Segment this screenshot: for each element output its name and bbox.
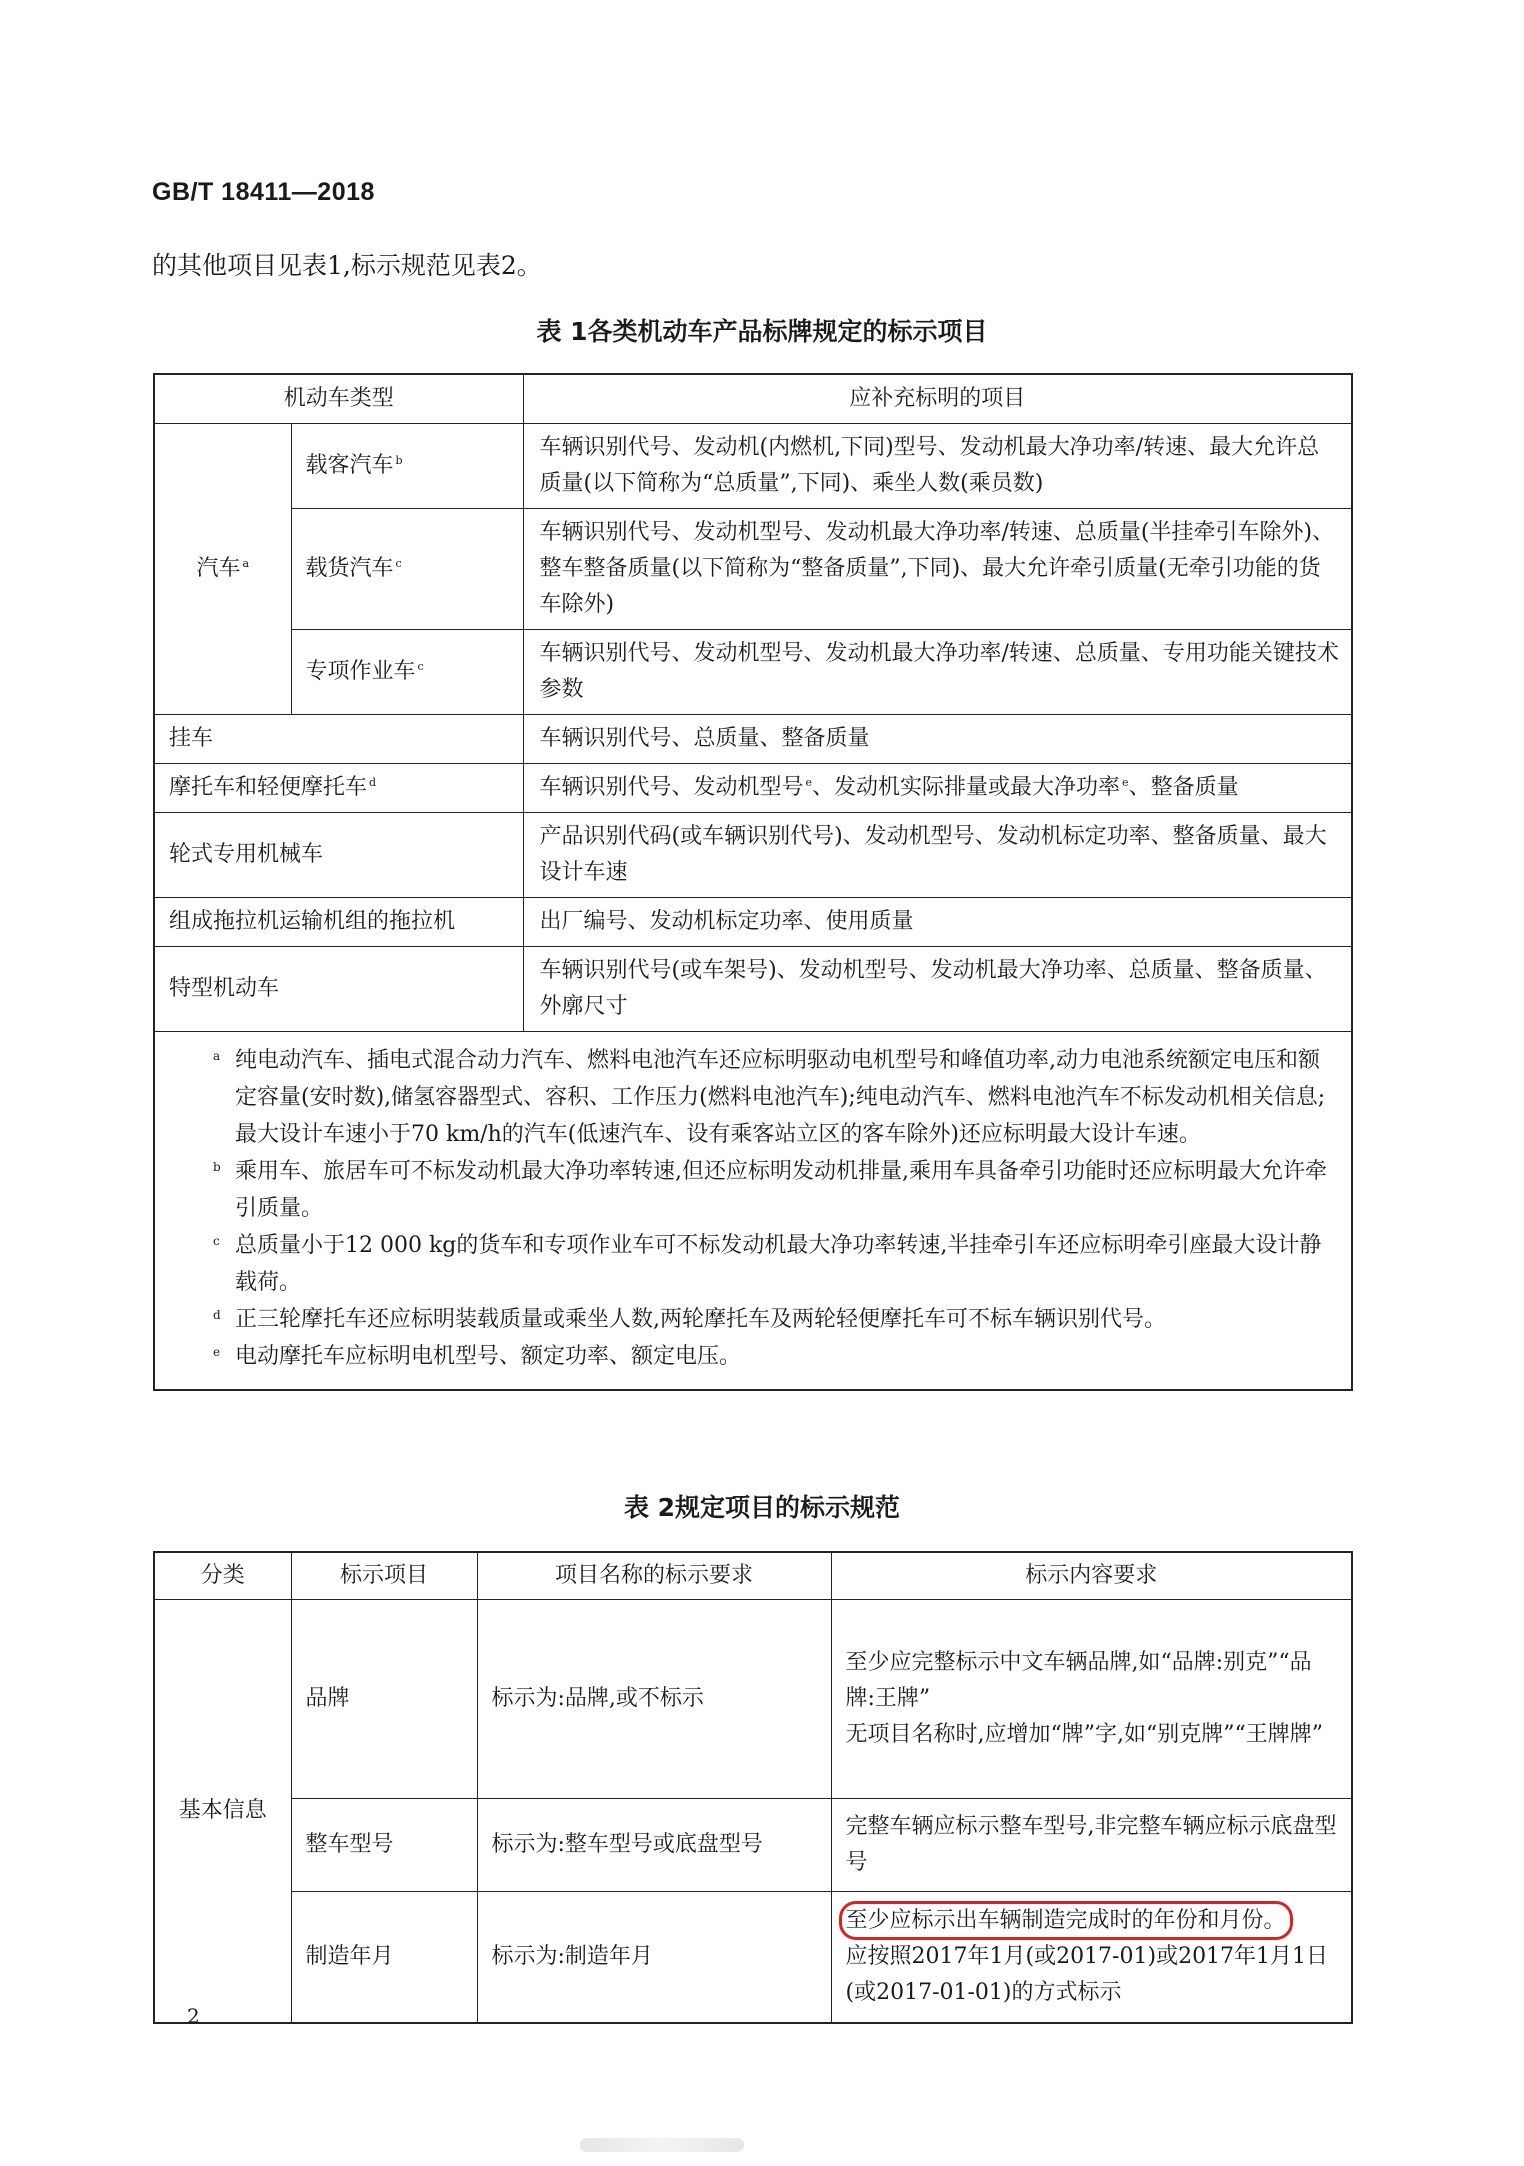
footnote-mark: c xyxy=(213,1234,220,1248)
content-cell xyxy=(831,1799,1352,1892)
table-row xyxy=(154,424,1352,509)
row-value: 车辆识别代号、发动机型号、发动机最大净功率/转速、总质量(半挂牵引车除外)、整车整备质量(以下简称为“整备质量”,下同)、最大允许牵引质量(无牵引功能的货车除外) xyxy=(523,509,1352,630)
footnote: c 总质量小于12 000 kg的货车和专项作业车可不标发动机最大净功率转速,半挂牵引车还应标明牵引座最大设计静载荷。 xyxy=(169,1227,1341,1301)
row-label: 摩托车和轻便摩托车 $^d$ xyxy=(154,764,523,813)
row-value: 产品识别代码(或车辆识别代号)、发动机型号、发动机标定功率、整备质量、最大设计车速 xyxy=(523,813,1352,898)
item-cell: 品牌 xyxy=(291,1600,477,1799)
footnote-mark: d xyxy=(369,775,377,789)
standard-number: GB/T 18411—2018 xyxy=(152,178,375,206)
footnote-mark: b xyxy=(395,453,403,467)
table2-caption-number: 表 2 xyxy=(623,1493,676,1522)
content-line: 至少应完整标示中文车辆品牌,如“品牌:别克”“品牌:王牌” xyxy=(845,1650,1312,1711)
row-value: 车辆识别代号、发动机型号 $^e$、发动机实际排量或最大净功率 $^e$、整备质量 xyxy=(523,764,1352,813)
content-cell xyxy=(831,1600,1352,1799)
table1-caption-title: 各类机动车产品标牌规定的标示项目 xyxy=(587,317,988,346)
table2-header-name-req: 项目名称的标示要求 xyxy=(477,1552,831,1600)
category-cell: 基本信息 xyxy=(154,1600,291,2024)
content-line: 应按照2017年1月(或2017-01)或2017年1月1日(或2017-01-01)的方式标示 xyxy=(845,1944,1329,2005)
table2-header-row xyxy=(154,1552,1352,1600)
table2 xyxy=(153,1551,1353,2024)
name-req-cell: 标示为:整车型号或底盘型号 xyxy=(477,1799,831,1892)
table1-header-items: 应补充标明的项目 xyxy=(523,374,1352,424)
footnote-mark: c xyxy=(417,659,424,673)
highlighted-requirement: 至少应标示出车辆制造完成时的年份和月份。 xyxy=(845,1908,1286,1933)
table1-notes-row xyxy=(154,1032,1352,1391)
content-line: 完整车辆应标示整车型号,非完整车辆应标示底盘型号 xyxy=(845,1814,1337,1875)
footnote-mark: a xyxy=(213,1049,221,1063)
watermark-bar xyxy=(580,2138,744,2152)
table2-header-category: 分类 xyxy=(154,1552,291,1600)
table-row xyxy=(154,1600,1352,1799)
footnote-mark: d xyxy=(213,1308,221,1322)
footnote: d 正三轮摩托车还应标明装载质量或乘坐人数,两轮摩托车及两轮轻便摩托车可不标车辆识别代号。 xyxy=(169,1301,1341,1338)
page-number: 2 xyxy=(187,2004,200,2028)
row-label: 挂车 xyxy=(154,715,523,764)
table2-header-content-req: 标示内容要求 xyxy=(831,1552,1352,1600)
footnote-mark: c xyxy=(395,556,402,570)
table1-caption-number: 表 1 xyxy=(536,317,588,346)
car-group-cell xyxy=(154,424,291,715)
row-label: 载货汽车 $^c$ xyxy=(291,509,523,630)
row-label: 载客汽车 $^b$ xyxy=(291,424,523,509)
item-cell: 制造年月 xyxy=(291,1892,477,2024)
footnote: a 纯电动汽车、插电式混合动力汽车、燃料电池汽车还应标明驱动电机型号和峰值功率,动力电池系统额定电压和额定容量(安时数),储氢容器型式、容积、工作压力(燃料电池汽车);纯电动汽车、燃料电池汽车不标发动机相关信息;最大设计车速小于70 km/h的汽车(低速汽车、设有乘客站立区的客车除外)还应标明最大设计车速。 xyxy=(169,1042,1341,1153)
row-value: 车辆识别代号(或车架号)、发动机型号、发动机最大净功率、总质量、整备质量、外廓尺寸 xyxy=(523,947,1352,1032)
table1 xyxy=(153,373,1353,1391)
footnote-mark: e xyxy=(805,775,813,789)
footnote: b 乘用车、旅居车可不标发动机最大净功率转速,但还应标明发动机排量,乘用车具备牵引功能时还应标明最大允许牵引质量。 xyxy=(169,1153,1341,1227)
table1-notes xyxy=(154,1032,1352,1391)
table1-header-row xyxy=(154,374,1352,424)
footnote: e 电动摩托车应标明电机型号、额定功率、额定电压。 xyxy=(169,1338,1341,1375)
row-label: 组成拖拉机运输机组的拖拉机 xyxy=(154,898,523,947)
table2-caption xyxy=(0,1488,1524,1524)
name-req-cell: 标示为:品牌,或不标示 xyxy=(477,1600,831,1799)
row-value: 车辆识别代号、总质量、整备质量 xyxy=(523,715,1352,764)
table2-header-item: 标示项目 xyxy=(291,1552,477,1600)
table-row xyxy=(154,947,1352,1032)
row-label: 轮式专用机械车 xyxy=(154,813,523,898)
table1-caption xyxy=(0,312,1524,348)
row-value: 车辆识别代号、发动机(内燃机,下同)型号、发动机最大净功率/转速、最大允许总质量(以下简称为“总质量”,下同)、乘坐人数(乘员数) xyxy=(523,424,1352,509)
row-label: 专项作业车 $^c$ xyxy=(291,630,523,715)
name-req-cell: 标示为:制造年月 xyxy=(477,1892,831,2024)
item-cell: 整车型号 xyxy=(291,1799,477,1892)
row-value: 车辆识别代号、发动机型号、发动机最大净功率/转速、总质量、专用功能关键技术参数 xyxy=(523,630,1352,715)
table-row xyxy=(154,509,1352,630)
footnote-mark: a xyxy=(242,556,250,570)
intro-text: 的其他项目见表1,标示规范见表2。 xyxy=(152,251,542,280)
table-row xyxy=(154,764,1352,813)
content-line: 无项目名称时,应增加“牌”字,如“别克牌”“王牌牌” xyxy=(845,1722,1323,1747)
table-row xyxy=(154,813,1352,898)
content-cell xyxy=(831,1892,1352,2024)
table-row xyxy=(154,715,1352,764)
table-row xyxy=(154,898,1352,947)
table2-caption-title: 规定项目的标示规范 xyxy=(675,1493,901,1522)
footnote-mark: b xyxy=(213,1160,221,1174)
row-value: 出厂编号、发动机标定功率、使用质量 xyxy=(523,898,1352,947)
row-label: 特型机动车 xyxy=(154,947,523,1032)
table-row xyxy=(154,1799,1352,1892)
car-group-label: 汽车 xyxy=(196,556,241,581)
table1-header-type: 机动车类型 xyxy=(154,374,523,424)
footnote-mark: e xyxy=(213,1345,221,1359)
footnote-mark: e xyxy=(1122,775,1129,789)
table-row xyxy=(154,1892,1352,2024)
table-row xyxy=(154,630,1352,715)
